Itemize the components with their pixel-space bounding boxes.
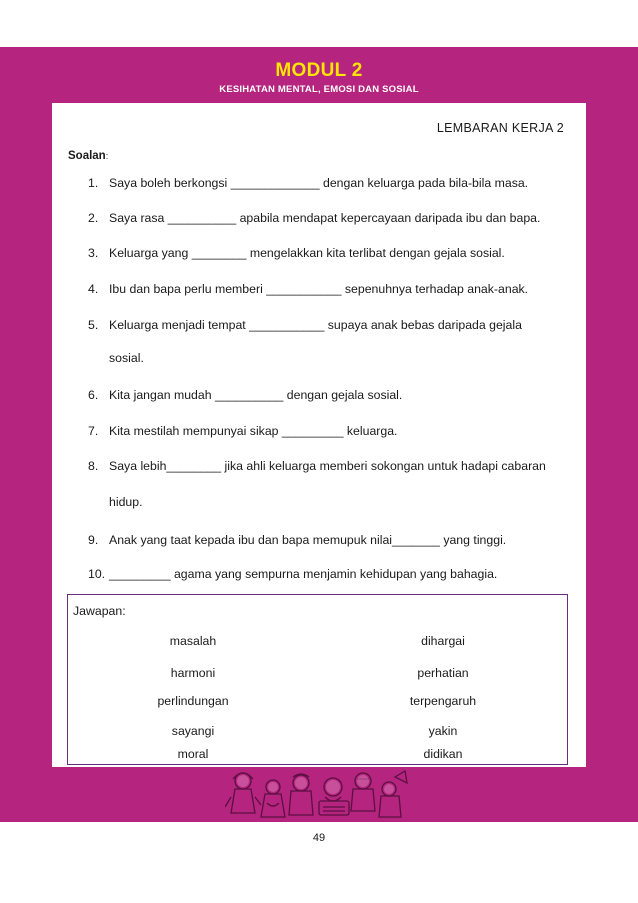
question-8-continuation: hidup. (109, 495, 143, 509)
question-number: 2. (88, 211, 99, 225)
question-number: 5. (88, 318, 99, 332)
answer-option: perlindungan (157, 694, 229, 708)
worksheet-label: LEMBARAN KERJA 2 (436, 121, 564, 135)
answer-box (67, 594, 568, 765)
question-number: 7. (88, 424, 99, 438)
question-number: 10. (88, 567, 106, 581)
question-text: Saya lebih________ jika ahli keluarga memberi sokongan untuk hadapi cabaran (109, 459, 546, 473)
question-number: 6. (88, 388, 99, 402)
question-number: 4. (88, 282, 99, 296)
question-8 (88, 459, 546, 473)
question-text: Anak yang taat kepada ibu dan bapa memupuk nilai_______ yang tinggi. (109, 533, 507, 547)
question-number: 3. (88, 246, 99, 260)
questions-heading-text: Soalan (68, 150, 106, 162)
answer-option: harmoni (170, 666, 216, 680)
question-7 (88, 424, 397, 438)
question-text: _________ agama yang sempurna menjamin kehidupan yang bahagia. (109, 567, 498, 581)
question-text: Saya boleh berkongsi _____________ dengan keluarga pada bila-bila masa. (109, 176, 529, 190)
answer-option: moral (177, 747, 209, 761)
question-number: 8. (88, 459, 99, 473)
answer-option: terpengaruh (409, 694, 477, 708)
question-text: Kita jangan mudah __________ dengan gejala sosial. (109, 388, 403, 402)
question-3 (88, 246, 505, 260)
module-subtitle: KESIHATAN MENTAL, EMOSI DAN SOSIAL (219, 84, 419, 95)
question-5 (88, 318, 522, 332)
question-text: Keluarga yang ________ mengelakkan kita terlibat dengan gejala sosial. (109, 246, 505, 260)
answer-option: yakin (428, 724, 458, 738)
question-4 (88, 282, 528, 296)
question-2 (88, 211, 540, 225)
question-text: Kita mestilah mempunyai sikap _________ keluarga. (109, 424, 398, 438)
answer-option: sayangi (171, 724, 215, 738)
page-number: 49 (312, 832, 326, 844)
question-5-continuation: sosial. (109, 351, 144, 365)
question-text: Keluarga menjadi tempat ___________ supaya anak bebas daripada gejala (109, 318, 522, 332)
question-6 (88, 388, 402, 402)
family-illustration (225, 767, 411, 825)
worksheet-panel (52, 103, 586, 767)
question-10 (88, 567, 497, 581)
answer-option: perhatian (417, 666, 469, 680)
answer-option: didikan (423, 747, 463, 761)
question-1 (88, 176, 528, 190)
answer-option: dihargai (421, 634, 465, 648)
question-text: Saya rasa __________ apabila mendapat kepercayaan daripada ibu dan bapa. (109, 211, 541, 225)
module-title: MODUL 2 (275, 60, 363, 81)
question-number: 1. (88, 176, 99, 190)
question-9 (88, 533, 506, 547)
answer-option: masalah (169, 634, 217, 648)
questions-heading: Soalan: (68, 150, 109, 162)
question-number: 9. (88, 533, 99, 547)
question-text: Ibu dan bapa perlu memberi ___________ sepenuhnya terhadap anak-anak. (109, 282, 529, 296)
answers-heading: Jawapan: (73, 604, 126, 618)
